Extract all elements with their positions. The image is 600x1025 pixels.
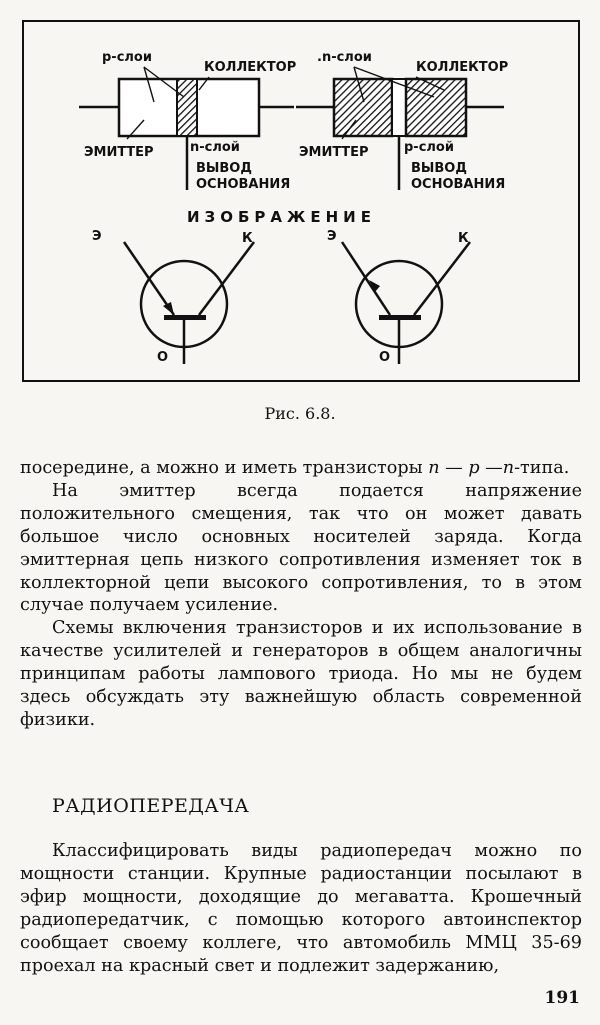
- label-emitter: ЭМИТТЕР: [299, 145, 369, 160]
- n-layer-right: [406, 79, 466, 136]
- n-layer-left: [334, 79, 392, 136]
- p-layer-middle: [392, 79, 406, 136]
- label-base-lead-1: ВЫВОД: [411, 161, 467, 176]
- symbol-emitter-label: Э: [92, 229, 102, 244]
- figure-6-8: [22, 20, 580, 382]
- label-collector: КОЛЛЕКТОР: [204, 60, 297, 75]
- paragraph-2: На эмиттер всегда подается напряжение положительного смещения, так что он может давать большое число основных носителей заряда. Когда эмиттерная цепь низкого сопротивления изменяет ток в коллекторной цепи высокого сопротивления, то в этом случае получаем усиление.: [20, 480, 582, 616]
- body-text-top: [20, 457, 582, 732]
- label-base-lead-1: ВЫВОД: [196, 161, 252, 176]
- npn-symbol: [327, 229, 470, 365]
- label-base-lead-2: ОСНОВАНИЯ: [196, 177, 291, 192]
- figure-caption: Рис. 6.8.: [264, 404, 336, 423]
- label-n-layers: .n-слои: [317, 50, 372, 65]
- symbol-heading: ИЗОБРАЖЕНИЕ: [187, 208, 376, 226]
- label-emitter: ЭМИТТЕР: [84, 145, 154, 160]
- n-layer-middle: [177, 79, 197, 136]
- label-collector: КОЛЛЕКТОР: [416, 60, 509, 75]
- paragraph-1: посередине, а можно и иметь транзисторы n — p —n-типа.: [20, 458, 570, 478]
- pnp-symbol: [92, 229, 254, 365]
- npn-structure: [296, 50, 508, 192]
- section-heading: РАДИОПЕРЕДАЧА: [52, 795, 250, 817]
- transistor-diagram: [24, 22, 582, 384]
- label-base-lead-2: ОСНОВАНИЯ: [411, 177, 506, 192]
- pnp-structure: [79, 50, 296, 192]
- body-text-bottom: [20, 840, 582, 977]
- symbol-base-label: О: [379, 350, 391, 365]
- page-number: 191: [544, 988, 580, 1008]
- label-p-layers: p-слои: [102, 50, 152, 65]
- symbol-collector-label: К: [458, 231, 469, 246]
- formula: n — p —n: [428, 458, 515, 478]
- symbol-base-label: О: [157, 350, 169, 365]
- emitter-arrow-icon: [163, 302, 174, 315]
- paragraph-3: Схемы включения транзисторов и их использование в качестве усилителей и генераторов в общем аналогичны принципам работы лампового триода. Но мы не будем здесь обсуждать эту важнейшую область современной физики.: [20, 618, 582, 730]
- paragraph-4: Классифицировать виды радиопередач можно по мощности станции. Крупные радиостанции посылают в эфир мощности, доходящие до мегаватта. Крошечный радиопередатчик, с помощью которого автоинспектор сообщает своему коллеге, что автомобиль ММЦ 35-69 проехал на красный свет и подлежит задержанию,: [20, 841, 582, 976]
- label-n-layer: n-слой: [190, 140, 240, 155]
- symbol-emitter-label: Э: [327, 229, 337, 244]
- label-p-layer: p-слой: [404, 140, 454, 155]
- symbol-collector-label: К: [242, 231, 253, 246]
